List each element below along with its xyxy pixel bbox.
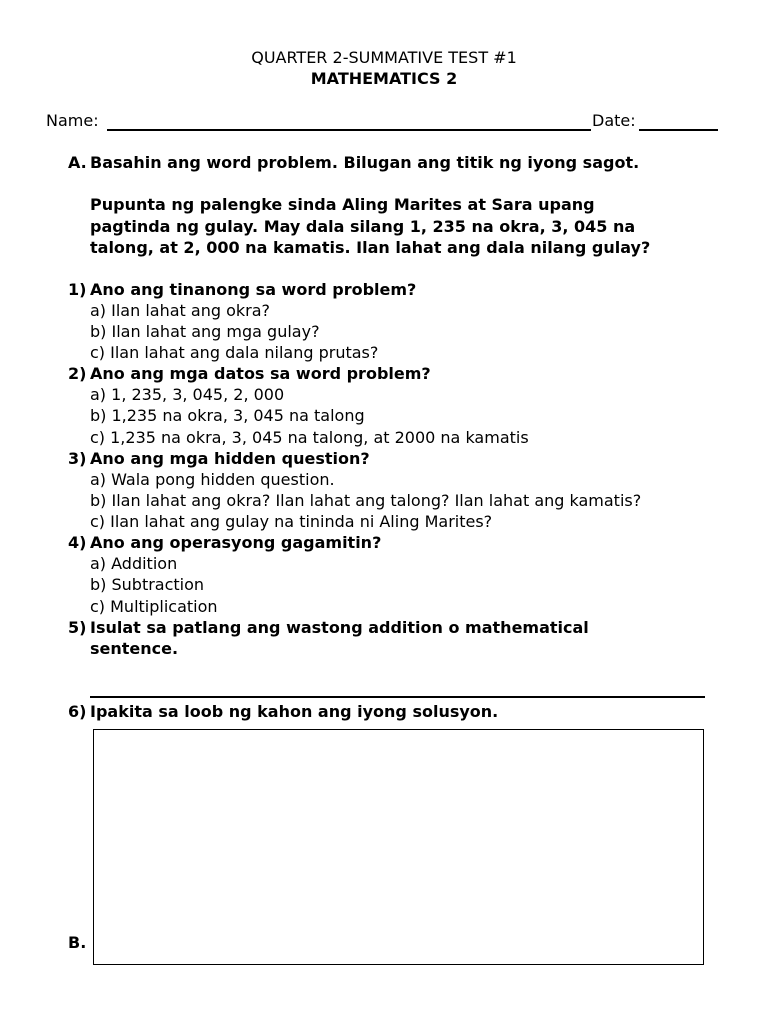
- answer-choice[interactable]: a) Ilan lahat ang okra?: [90, 301, 270, 320]
- question-number: 3): [68, 449, 87, 468]
- word-problem-line: Pupunta ng palengke sinda Aling Marites at Sara upang: [90, 195, 595, 214]
- answer-choice[interactable]: b) Subtraction: [90, 575, 205, 594]
- answer-choice[interactable]: a) Wala pong hidden question.: [90, 470, 335, 489]
- answer-choice[interactable]: c) Ilan lahat ang gulay na tininda ni Aling Marites?: [90, 512, 493, 531]
- name-label: Name:: [46, 111, 99, 130]
- section-a-instruction: Basahin ang word problem. Bilugan ang titik ng iyong sagot.: [90, 153, 640, 172]
- word-problem-line: pagtinda ng gulay. May dala silang 1, 235 na okra, 3, 045 na: [90, 217, 636, 236]
- answer-choice[interactable]: a) 1, 235, 3, 045, 2, 000: [90, 385, 285, 404]
- section-b-letter: B.: [68, 933, 87, 952]
- answer-choice[interactable]: c) 1,235 na okra, 3, 045 na talong, at 2000 na kamatis: [90, 428, 529, 447]
- answer-blank-line[interactable]: [90, 696, 705, 698]
- test-title: QUARTER 2-SUMMATIVE TEST #1: [251, 48, 517, 67]
- date-label: Date:: [592, 111, 636, 130]
- answer-choice[interactable]: c) Multiplication: [90, 597, 218, 616]
- question-text: Isulat sa patlang ang wastong addition o mathematical: [90, 618, 589, 637]
- section-a-letter: A.: [68, 153, 87, 172]
- answer-choice[interactable]: c) Ilan lahat ang dala nilang prutas?: [90, 343, 379, 362]
- question-number: 1): [68, 280, 87, 299]
- date-blank-line[interactable]: [639, 129, 718, 131]
- answer-choice[interactable]: b) 1,235 na okra, 3, 045 na talong: [90, 406, 365, 425]
- answer-choice[interactable]: b) Ilan lahat ang okra? Ilan lahat ang talong? Ilan lahat ang kamatis?: [90, 491, 642, 510]
- question-number: 6): [68, 702, 87, 721]
- answer-choice[interactable]: a) Addition: [90, 554, 178, 573]
- name-blank-line[interactable]: [107, 129, 591, 131]
- answer-choice[interactable]: b) Ilan lahat ang mga gulay?: [90, 322, 320, 341]
- solution-box[interactable]: [93, 729, 704, 965]
- question-text: sentence.: [90, 639, 179, 658]
- question-number: 5): [68, 618, 87, 637]
- question-number: 2): [68, 364, 87, 383]
- question-text: Ano ang tinanong sa word problem?: [90, 280, 417, 299]
- subject-title: MATHEMATICS 2: [310, 69, 458, 88]
- question-text: Ano ang mga hidden question?: [90, 449, 370, 468]
- question-text: Ano ang operasyong gagamitin?: [90, 533, 382, 552]
- question-text: Ano ang mga datos sa word problem?: [90, 364, 431, 383]
- word-problem-line: talong, at 2, 000 na kamatis. Ilan lahat ang dala nilang gulay?: [90, 238, 651, 257]
- question-text: Ipakita sa loob ng kahon ang iyong solusyon.: [90, 702, 499, 721]
- question-number: 4): [68, 533, 87, 552]
